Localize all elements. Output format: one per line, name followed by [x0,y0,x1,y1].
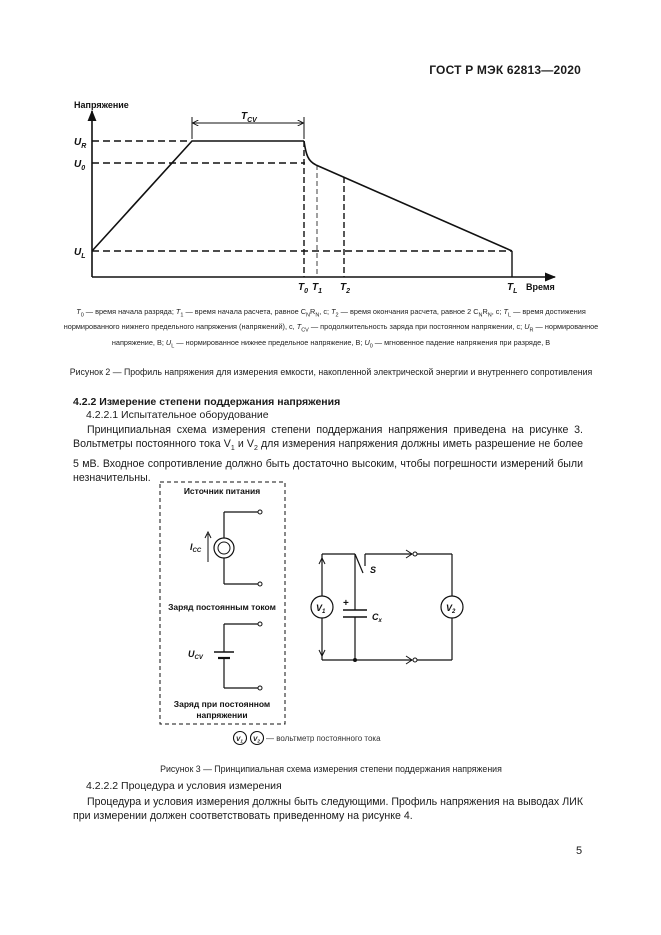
section-heading: 4.2.2 Измерение степени поддержания напряжения [73,396,341,408]
junction-dot-bottom [353,658,357,662]
paragraph-1: Принципиальная схема измерения степени поддержания напряжения приведена на рисунке 3. Вольтметры постоянного тока $V_1$ и $V_2$ для измерения напряжения должны иметь разрешение не более 5 мВ. Входное сопротивление должно быть достаточно высоким, чтобы погрешности измерений были незначительны. [73,424,584,484]
cv-terminal-top [258,622,262,626]
tl-label: $T_L$ [507,282,518,295]
voltmeter-legend-icons [232,730,268,746]
voltage-drop-curve [304,141,316,165]
legend-v1-text: $V_1$ [236,736,243,744]
icc-label: $I_{CC}$ [190,542,202,554]
cv-mode-label-2: напряжении [196,710,248,720]
t0-label: $T_0$ [298,282,309,295]
y-axis-label: Напряжение [74,100,129,110]
cv-mode-label: Заряд при постоянном [173,699,271,709]
tcv-label: $T_{CV}$ [241,111,257,124]
current-source-inner [218,542,230,554]
figure2-caption: Рисунок 2 — Профиль напряжения для измерения емкости, накопленной электрической энергии и внутреннего сопротивления [69,367,593,377]
figure2-legend: $T_0$ — время начала разряда; $T_1$ — время начала расчета, равное $C_NR_N$, с; $T_2$ — время окончания расчета, равное 2 $C_NR_N$, с; $T_L$ — время достижения нормированного нижнего предельного напряжения (напряжений), с, $T_{CV}$ — продолжительность заряда при постоянном напряжении, с; $U_R$ — нормированное напряжение, В; $U_L$ — нормированное нижнее предельное напряжение, В; $U_0$ — мгновенное падение напряжения при разряде, В [63,307,599,350]
u0-label: $U_0$ [74,159,86,172]
cc-mode-label: Заряд постоянным током [168,602,276,612]
t1-label: $T_1$ [312,282,323,295]
current-source-symbol [214,538,234,558]
subsection-heading-1: 4.2.2.1 Испытательное оборудование [86,409,269,421]
circuit-diagram [150,480,490,728]
page-number: 5 [576,845,583,857]
subsection-heading-2: 4.2.2.2 Процедура и условия измерения [86,780,282,792]
paragraph-2: Процедура и условия измерения должны быть следующими. Профиль напряжения на выводах ЛИК при измерении должен соответствовать приведенному на рисунке 4. [73,796,583,823]
discharge-line [316,165,512,251]
cv-terminal-bottom [258,686,262,690]
connector-bottom-terminal [413,658,417,662]
connector-top-terminal [413,552,417,556]
figure3-caption: Рисунок 3 — Принципиальная схема измерения степени поддержания напряжения [160,764,502,774]
document-header: ГОСТ Р МЭК 62813—2020 [429,63,581,77]
voltage-profile-line [92,141,304,251]
ucv-label: $U_{CV}$ [188,649,203,661]
v1-label: $V_1$ [316,603,326,615]
v2-label: $V_2$ [446,603,456,615]
power-source-title: Источник питания [183,486,261,496]
cc-terminal-bottom [258,582,262,586]
x-axis-label: Время [526,282,555,292]
switch-label: S [370,565,377,575]
legend-v2-text: $V_2$ [253,736,260,744]
cc-terminal-top [258,510,262,514]
ul-label: $U_L$ [74,247,86,260]
ur-label: $U_R$ [74,137,87,150]
voltmeter-note: — вольтметр постоянного тока [266,734,381,743]
t2-label: $T_2$ [340,282,351,295]
voltage-profile-chart [60,95,560,300]
cx-label: $C_x$ [372,612,382,624]
cap-plus-sign: + [343,598,349,609]
switch-blade [355,554,363,573]
